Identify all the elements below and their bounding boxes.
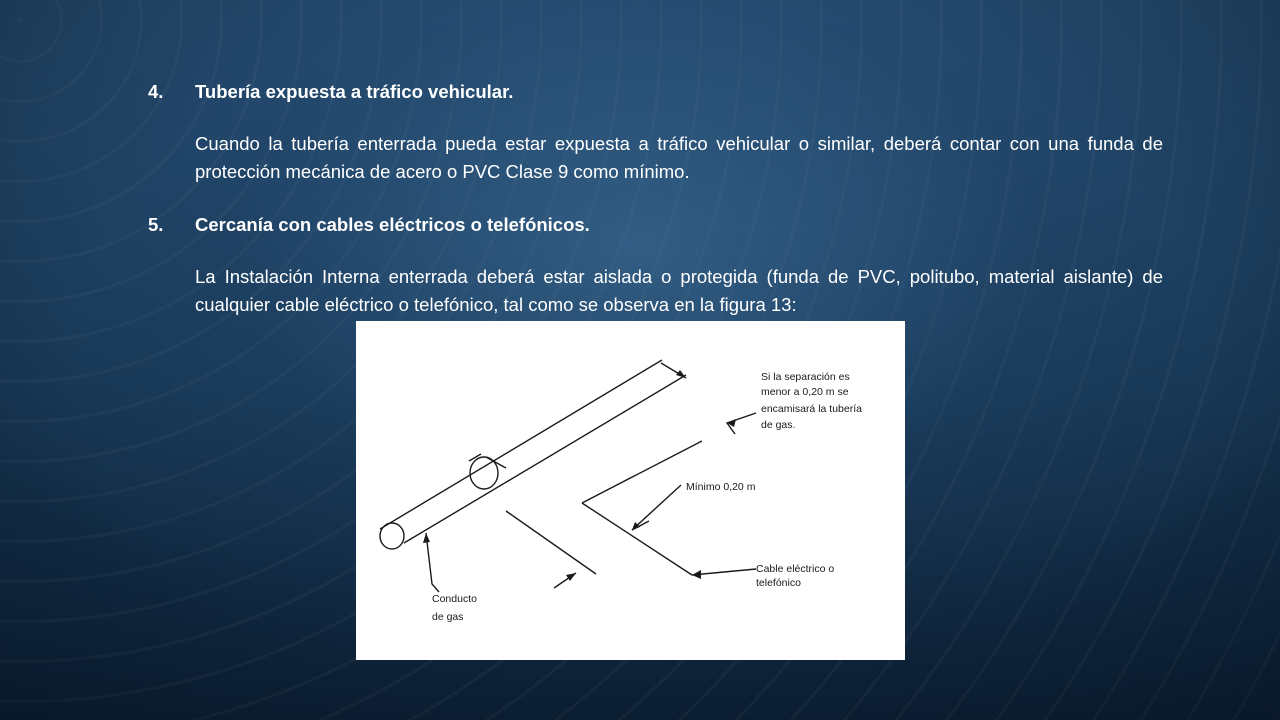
item-paragraph: Cuando la tubería enterrada pueda estar expuesta a tráfico vehicular o similar, deberá contar con una funda de protección mecánica de acero o PVC Clase 9 como mínimo. bbox=[195, 133, 1163, 182]
item-number: 5. bbox=[148, 214, 164, 235]
cable-line-angled bbox=[582, 503, 692, 575]
pipe-end-ellipse bbox=[380, 523, 404, 549]
arrowhead-cable bbox=[692, 570, 701, 579]
cable-line-upper bbox=[582, 441, 702, 503]
item-heading: Tubería expuesta a tráfico vehicular. bbox=[195, 81, 514, 102]
cable-leader bbox=[692, 569, 756, 575]
separation-label-3: encamisará la tubería bbox=[761, 403, 862, 415]
diagram-svg bbox=[356, 321, 905, 660]
separation-label-1: Si la separación es bbox=[761, 371, 850, 383]
minimum-leader bbox=[632, 485, 681, 530]
cable-label-2: telefónico bbox=[756, 577, 801, 589]
separation-label-2: menor a 0,20 m se bbox=[761, 386, 849, 398]
item-heading: Cercanía con cables eléctricos o telefónicos. bbox=[195, 214, 590, 235]
arrowhead-lower bbox=[566, 573, 576, 581]
conduit-label-2: de gas bbox=[432, 611, 464, 623]
arrowhead-conduit bbox=[423, 533, 430, 543]
cable-line-lower bbox=[506, 511, 596, 574]
item-paragraph: La Instalación Interna enterrada deberá estar aislada o protegida (funda de PVC, politubo, material aislante) de cualquier cable eléctrico o telefónico, tal como se observa en la figura 13: bbox=[195, 266, 1163, 315]
pipe-outer-bottom-line bbox=[404, 375, 686, 543]
minimum-label: Mínimo 0,20 m bbox=[686, 481, 756, 493]
cable-label-1: Cable eléctrico o bbox=[756, 563, 835, 575]
figure-13-diagram bbox=[356, 321, 905, 660]
arrowhead-top bbox=[676, 370, 686, 378]
separation-label-4: de gas. bbox=[761, 419, 796, 431]
pipe-outer-top-line bbox=[380, 360, 662, 529]
item-number: 4. bbox=[148, 81, 164, 102]
conduit-label-1: Conducto bbox=[432, 593, 477, 605]
sleeve-inner-line bbox=[486, 457, 506, 468]
